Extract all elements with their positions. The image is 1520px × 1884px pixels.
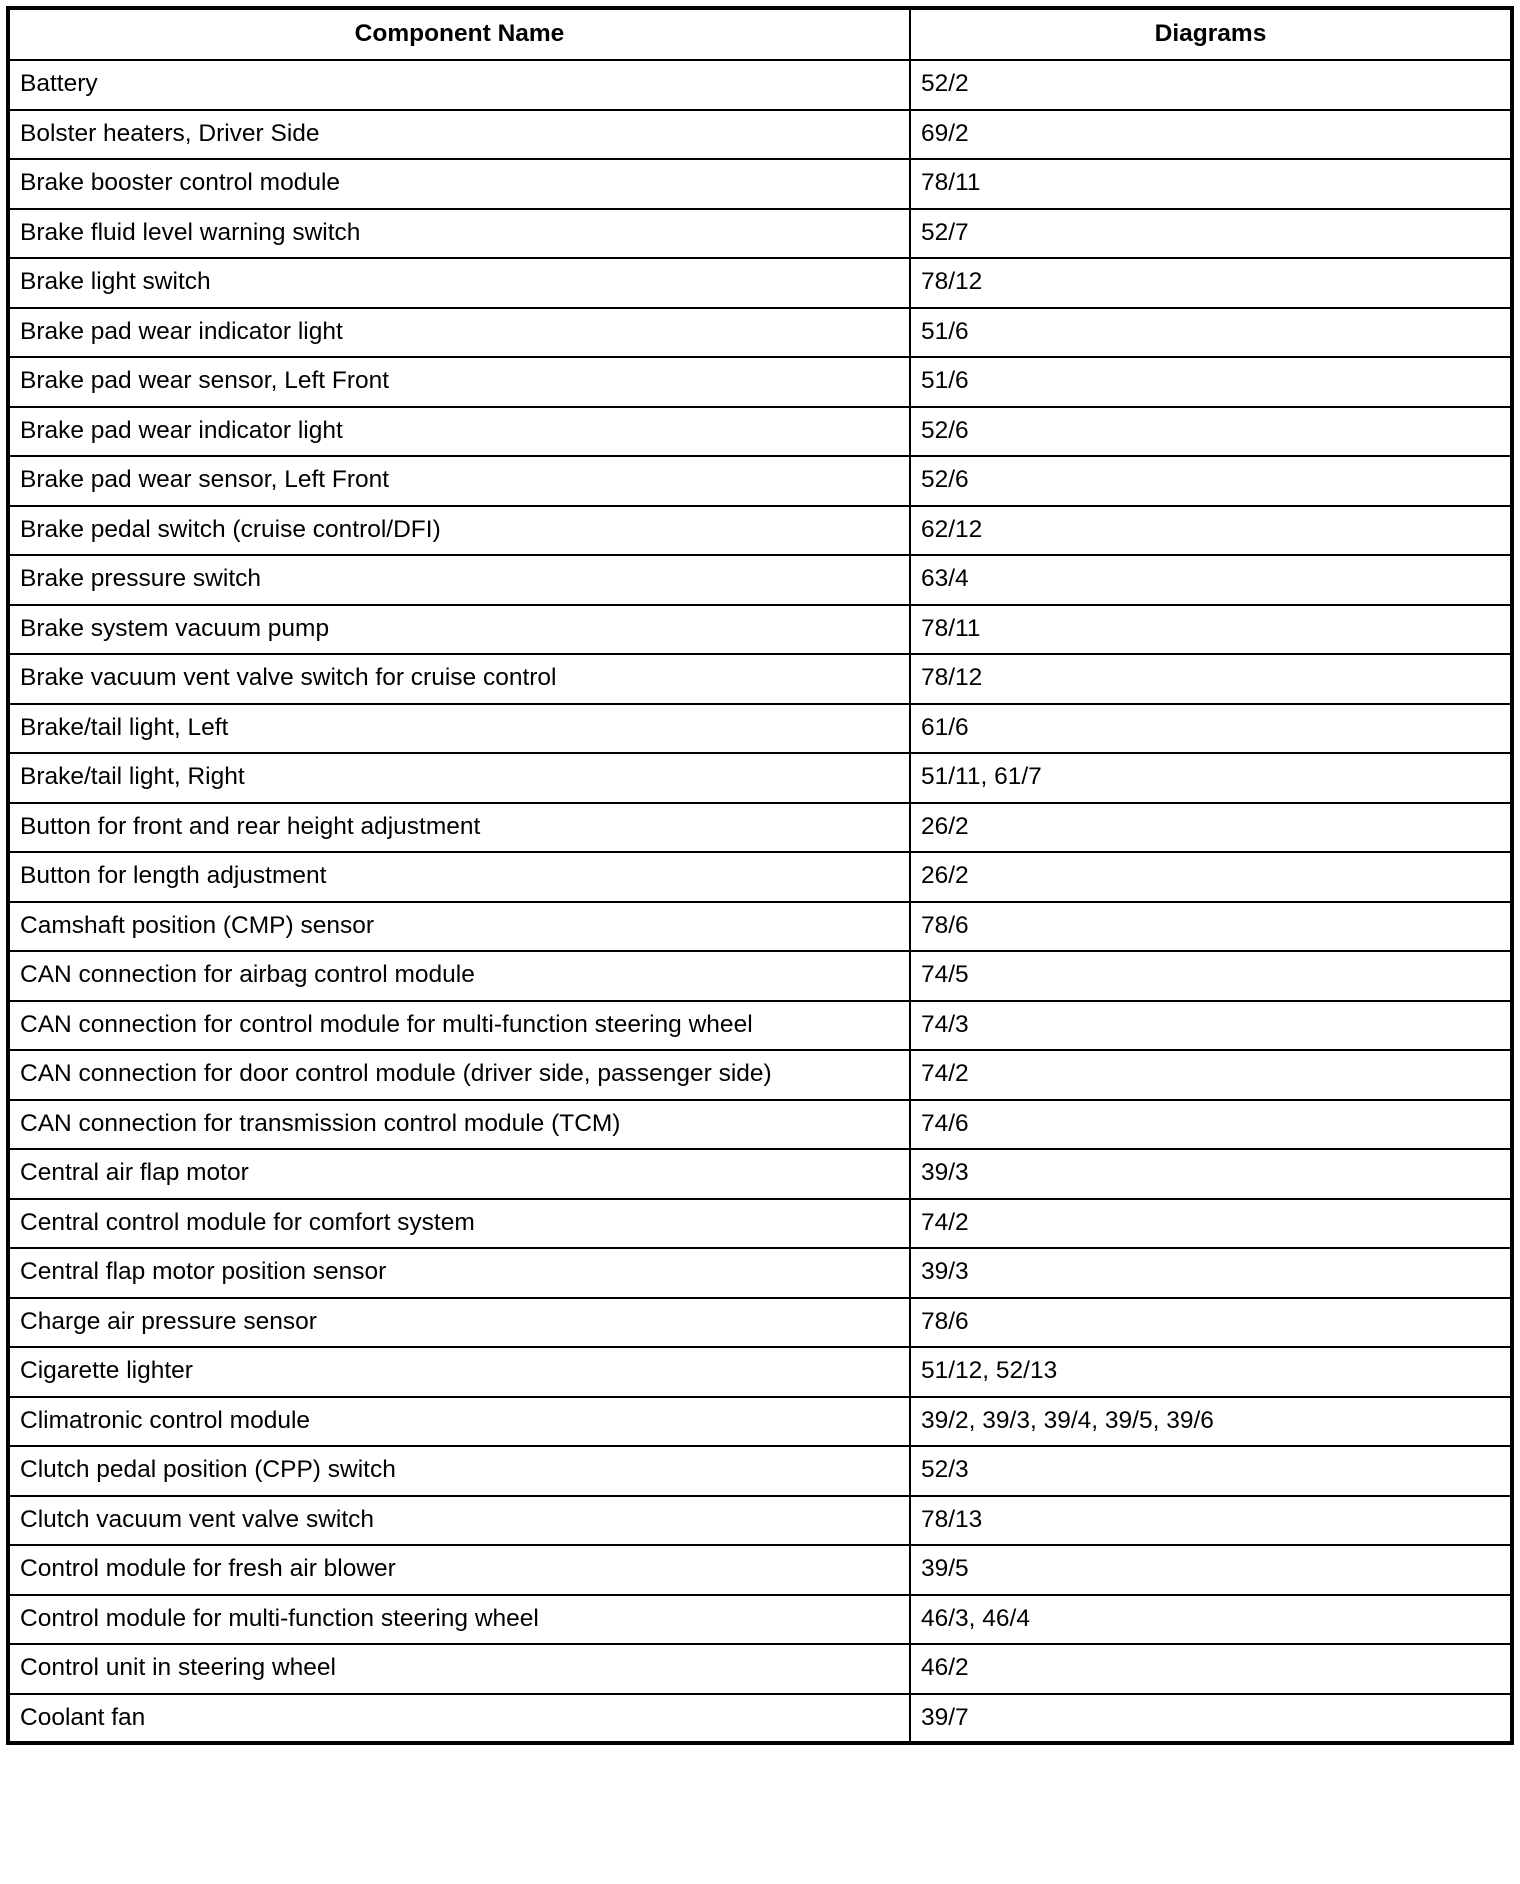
component-name-cell: Brake booster control module: [8, 159, 910, 209]
component-name-cell: Cigarette lighter: [8, 1347, 910, 1397]
component-name-cell: Central control module for comfort system: [8, 1199, 910, 1249]
component-name-cell: Brake system vacuum pump: [8, 605, 910, 655]
table-row: [8, 605, 1512, 655]
diagrams-cell: 74/5: [910, 951, 1512, 1001]
table-row: [8, 1397, 1512, 1447]
table-row: [8, 1050, 1512, 1100]
component-name-cell: Charge air pressure sensor: [8, 1298, 910, 1348]
component-name-cell: Brake pad wear indicator light: [8, 308, 910, 358]
component-name-cell: Clutch vacuum vent valve switch: [8, 1496, 910, 1546]
table-row: [8, 357, 1512, 407]
diagrams-cell: 74/2: [910, 1199, 1512, 1249]
diagrams-cell: 78/11: [910, 605, 1512, 655]
diagrams-cell: 78/12: [910, 654, 1512, 704]
component-diagram-table: [6, 6, 1514, 1745]
diagrams-cell: 63/4: [910, 555, 1512, 605]
component-name-cell: Brake fluid level warning switch: [8, 209, 910, 259]
diagrams-cell: 78/12: [910, 258, 1512, 308]
diagrams-cell: 52/7: [910, 209, 1512, 259]
table-row: [8, 803, 1512, 853]
diagrams-cell: 74/3: [910, 1001, 1512, 1051]
table-row: [8, 1446, 1512, 1496]
table-row: [8, 1298, 1512, 1348]
column-header-diagrams: Diagrams: [910, 8, 1512, 60]
table-row: [8, 1100, 1512, 1150]
diagrams-cell: 52/6: [910, 407, 1512, 457]
diagrams-cell: 78/6: [910, 1298, 1512, 1348]
table-row: [8, 951, 1512, 1001]
table-row: [8, 407, 1512, 457]
component-name-cell: CAN connection for airbag control module: [8, 951, 910, 1001]
diagrams-cell: 74/6: [910, 1100, 1512, 1150]
component-name-cell: Central flap motor position sensor: [8, 1248, 910, 1298]
component-name-cell: Clutch pedal position (CPP) switch: [8, 1446, 910, 1496]
diagrams-cell: 69/2: [910, 110, 1512, 160]
diagrams-cell: 51/11, 61/7: [910, 753, 1512, 803]
diagrams-cell: 52/6: [910, 456, 1512, 506]
table-row: [8, 258, 1512, 308]
table-row: [8, 60, 1512, 110]
component-name-cell: Brake pressure switch: [8, 555, 910, 605]
table-row: [8, 1149, 1512, 1199]
column-header-component-name: Component Name: [8, 8, 910, 60]
diagrams-cell: 78/11: [910, 159, 1512, 209]
table-row: [8, 1545, 1512, 1595]
table-row: [8, 852, 1512, 902]
table-row: [8, 1248, 1512, 1298]
table-row: [8, 1694, 1512, 1744]
component-name-cell: Button for length adjustment: [8, 852, 910, 902]
table-row: [8, 1347, 1512, 1397]
table-row: [8, 1199, 1512, 1249]
component-name-cell: Bolster heaters, Driver Side: [8, 110, 910, 160]
table-header-row: [8, 8, 1512, 60]
table-row: [8, 1001, 1512, 1051]
component-name-cell: Control module for multi-function steering wheel: [8, 1595, 910, 1645]
component-name-cell: Battery: [8, 60, 910, 110]
table-row: [8, 1496, 1512, 1546]
component-name-cell: Brake pad wear indicator light: [8, 407, 910, 457]
diagrams-cell: 78/6: [910, 902, 1512, 952]
diagrams-cell: 62/12: [910, 506, 1512, 556]
component-diagram-table-container: [6, 6, 1510, 1745]
table-row: [8, 308, 1512, 358]
table-row: [8, 110, 1512, 160]
table-row: [8, 555, 1512, 605]
diagrams-cell: 39/2, 39/3, 39/4, 39/5, 39/6: [910, 1397, 1512, 1447]
diagrams-cell: 46/2: [910, 1644, 1512, 1694]
table-row: [8, 1644, 1512, 1694]
table-row: [8, 506, 1512, 556]
component-name-cell: Climatronic control module: [8, 1397, 910, 1447]
diagrams-cell: 74/2: [910, 1050, 1512, 1100]
component-name-cell: Brake vacuum vent valve switch for cruise control: [8, 654, 910, 704]
diagrams-cell: 46/3, 46/4: [910, 1595, 1512, 1645]
diagrams-cell: 39/5: [910, 1545, 1512, 1595]
component-name-cell: Coolant fan: [8, 1694, 910, 1744]
diagrams-cell: 39/3: [910, 1149, 1512, 1199]
diagrams-cell: 78/13: [910, 1496, 1512, 1546]
diagrams-cell: 61/6: [910, 704, 1512, 754]
table-row: [8, 159, 1512, 209]
component-name-cell: Control unit in steering wheel: [8, 1644, 910, 1694]
component-name-cell: Brake/tail light, Right: [8, 753, 910, 803]
diagrams-cell: 51/6: [910, 357, 1512, 407]
component-name-cell: Brake pedal switch (cruise control/DFI): [8, 506, 910, 556]
component-name-cell: Central air flap motor: [8, 1149, 910, 1199]
table-body: [8, 60, 1512, 1743]
component-name-cell: Brake light switch: [8, 258, 910, 308]
table-row: [8, 704, 1512, 754]
component-name-cell: Brake pad wear sensor, Left Front: [8, 456, 910, 506]
component-name-cell: CAN connection for door control module (driver side, passenger side): [8, 1050, 910, 1100]
diagrams-cell: 51/12, 52/13: [910, 1347, 1512, 1397]
component-name-cell: Brake pad wear sensor, Left Front: [8, 357, 910, 407]
table-row: [8, 1595, 1512, 1645]
diagrams-cell: 51/6: [910, 308, 1512, 358]
component-name-cell: CAN connection for control module for multi-function steering wheel: [8, 1001, 910, 1051]
table-row: [8, 654, 1512, 704]
component-name-cell: Camshaft position (CMP) sensor: [8, 902, 910, 952]
diagrams-cell: 52/3: [910, 1446, 1512, 1496]
table-row: [8, 456, 1512, 506]
component-name-cell: Control module for fresh air blower: [8, 1545, 910, 1595]
diagrams-cell: 26/2: [910, 852, 1512, 902]
diagrams-cell: 39/3: [910, 1248, 1512, 1298]
diagrams-cell: 52/2: [910, 60, 1512, 110]
table-row: [8, 902, 1512, 952]
diagrams-cell: 39/7: [910, 1694, 1512, 1744]
diagrams-cell: 26/2: [910, 803, 1512, 853]
table-row: [8, 209, 1512, 259]
table-row: [8, 753, 1512, 803]
component-name-cell: CAN connection for transmission control module (TCM): [8, 1100, 910, 1150]
component-name-cell: Brake/tail light, Left: [8, 704, 910, 754]
component-name-cell: Button for front and rear height adjustment: [8, 803, 910, 853]
